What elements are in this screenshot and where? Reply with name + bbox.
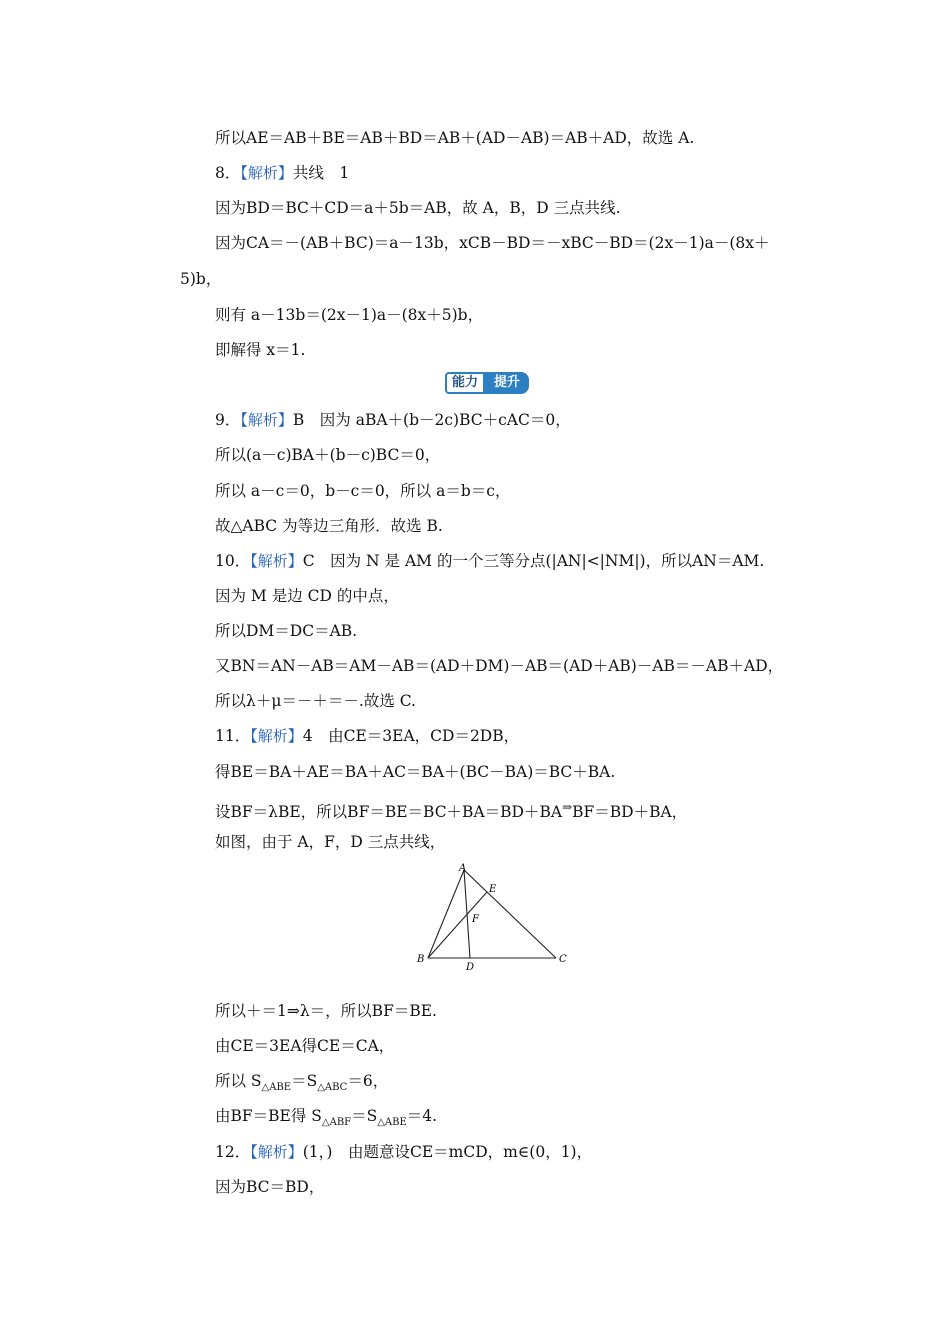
text-line: 5)b， — [180, 270, 222, 288]
text-line: 所以λ＋μ＝－＋＝－.故选 C. — [215, 692, 416, 710]
section-banner — [445, 372, 529, 394]
text-line: 所以 $S_{\triangle ABE}=S_{\triangle ABC}=6$， — [215, 1072, 389, 1094]
segment-be — [428, 892, 487, 958]
analysis-tag: 【解析】 — [240, 411, 293, 429]
text-line: 所以＋＝1⇒λ＝，所以BF＝BE. — [215, 1002, 437, 1020]
side-ab — [428, 870, 464, 958]
text-line: 因为 M 是边 CD 的中点， — [215, 587, 399, 605]
analysis-tag: 【解析】 — [250, 552, 303, 570]
analysis-tag: 【解析】 — [240, 164, 293, 182]
text-line: 故△ABC 为等边三角形．故选 B. — [215, 517, 443, 535]
problem-11-header: 11．【解析】4 由CE＝3EA，CD＝2DB， — [215, 727, 520, 745]
text-line: 所以AE＝AB＋BE＝AB＋BD＝AB＋(AD－AB)＝AB＋AD，故选 A. — [215, 129, 695, 147]
problem-9-header: 9．【解析】B 因为 aBA＋(b－2c)BC＋cAC＝0， — [215, 411, 571, 429]
text-line: 因为CA＝－(AB＋BC)＝a－13b，xCB－BD＝－xBC－BD＝(2x－1)a－(8x＋ — [215, 234, 770, 252]
problem-8-header: 8．【解析】共线 1 — [215, 164, 350, 182]
text-line: 因为BD＝BC＋CD＝a＋5b＝AB，故 A，B，D 三点共线. — [215, 199, 621, 217]
label-a: A — [459, 863, 467, 874]
text-line: 所以DM＝DC＝AB. — [215, 622, 358, 640]
problem-10-header: 10．【解析】C 因为 N 是 AM 的一个三等分点(|AN|<|NM|)，所以AN＝AM. — [215, 552, 765, 570]
text-line: 由BF＝BE得 $S_{\triangle ABF}=S_{\triangle ABE}=4$. — [215, 1107, 438, 1129]
analysis-tag: 【解析】 — [250, 727, 303, 745]
problem-12-header: 12．【解析】(1，) 由题意设CE＝mCD，m∈(0，1)， — [215, 1143, 593, 1161]
label-c: C — [559, 954, 567, 965]
text-line: 设BF＝λBE，所以BF＝BE＝BC＋BA＝BD＋BA⇒BF＝BD＋BA， — [215, 800, 688, 822]
text-line: 由CE＝3EA得CE＝CA， — [215, 1037, 395, 1055]
text-line: 所以(a－c)BA＋(b－c)BC＝0， — [215, 446, 441, 464]
label-e: E — [489, 884, 497, 895]
label-d: D — [466, 962, 475, 973]
banner-left: 能力 — [445, 372, 485, 394]
text-line: 又BN＝AN－AB＝AM－AB＝(AD＋DM)－AB＝(AD＋AB)－AB＝－AB＋AD， — [215, 657, 784, 675]
banner-right: 提升 — [485, 372, 529, 394]
text-line: 所以 a－c＝0，b－c＝0，所以 a＝b＝c， — [215, 482, 511, 500]
analysis-tag: 【解析】 — [250, 1143, 303, 1161]
label-b: B — [417, 954, 425, 965]
text-line: 如图，由于 A，F，D 三点共线， — [215, 833, 446, 851]
text-line: 即解得 x＝1. — [215, 341, 306, 359]
triangle-figure — [412, 860, 572, 975]
text-line: 得BE＝BA＋AE＝BA＋AC＝BA＋(BC－BA)＝BC＋BA. — [215, 763, 616, 781]
label-f: F — [472, 914, 479, 925]
text-line: 则有 a－13b＝(2x－1)a－(8x＋5)b， — [215, 306, 484, 324]
text-line: 因为BC＝BD， — [215, 1178, 325, 1196]
